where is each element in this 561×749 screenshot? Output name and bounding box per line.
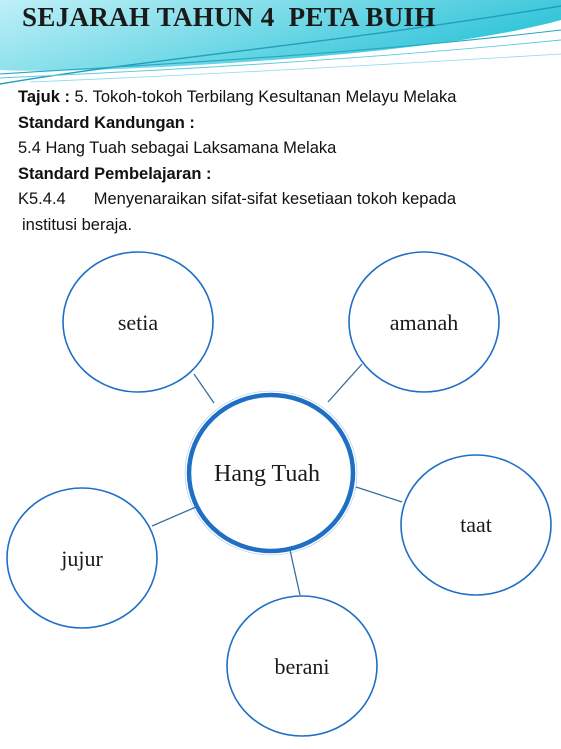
bubble-label-berani: berani xyxy=(274,654,330,679)
bubble-berani xyxy=(227,596,377,736)
content-standard-heading xyxy=(18,111,548,137)
learning-standard-text-cont: institusi beraja. xyxy=(22,215,133,234)
learning-standard-heading xyxy=(18,162,548,188)
connector-taat xyxy=(356,487,402,502)
connector-amanah xyxy=(328,364,362,402)
bubble-taat xyxy=(401,455,551,595)
bubble-center xyxy=(185,391,357,555)
connector-setia xyxy=(194,374,214,403)
bubble-map xyxy=(0,240,561,749)
page-title: SEJARAH TAHUN 4 PETA BUIH xyxy=(22,2,436,32)
bubble-setia xyxy=(63,252,213,392)
content-standard-value: 5.4 Hang Tuah sebagai Laksamana Melaka xyxy=(18,139,337,157)
learning-standard-label: Standard Pembelajaran : xyxy=(18,164,212,183)
learning-standard-code: K5.4.4 xyxy=(18,190,66,208)
bubble-label-jujur: jujur xyxy=(61,546,103,571)
center-label: Hang Tuah xyxy=(213,461,321,487)
bubble-label-taat: taat xyxy=(460,512,492,537)
bubble-label-amanah: amanah xyxy=(389,310,459,335)
topic-label: Tajuk : xyxy=(18,88,70,106)
connector-berani xyxy=(290,550,300,595)
lesson-info xyxy=(18,85,548,238)
learning-standard-text: Menyenaraikan sifat-sifat kesetiaan tokoh kepada xyxy=(93,190,457,208)
connector-jujur xyxy=(152,507,196,526)
bubble-jujur xyxy=(7,488,157,628)
topic-line xyxy=(18,85,548,111)
bubble-amanah xyxy=(349,252,499,392)
content-standard-label: Standard Kandungan : xyxy=(18,113,195,132)
bubble-label-setia: setia xyxy=(117,310,159,335)
topic-value: 5. Tokoh-tokoh Terbilang Kesultanan Melayu Melaka xyxy=(69,88,457,106)
learning-standard-line xyxy=(18,187,548,213)
